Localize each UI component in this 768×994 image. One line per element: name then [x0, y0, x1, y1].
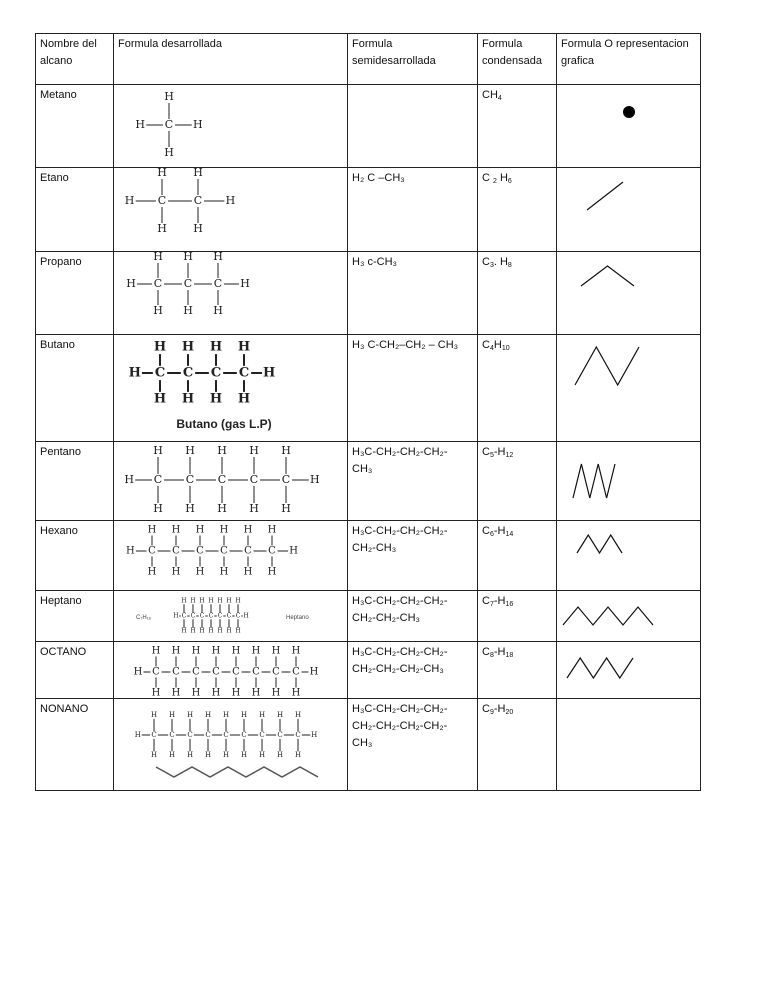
hydrogen-atom: H [124, 473, 134, 486]
alkane-row [36, 85, 701, 168]
graphic-formula-cell [557, 85, 701, 168]
condensed-formula [478, 335, 557, 442]
hydrogen-atom: H [126, 277, 136, 290]
hydrogen-atom: H [217, 444, 227, 457]
structural-formula-cell [114, 252, 348, 335]
hydrogen-atom: H [267, 524, 277, 536]
semi-formula: H₃C-CH₂-CH₂-CH₂- CH₂-CH₂-CH₃ [348, 591, 478, 642]
carbon-atom: C [241, 731, 247, 739]
carbon-atom: C [181, 612, 187, 620]
alkane-name: Heptano [36, 591, 114, 642]
zigzag-line [587, 182, 623, 210]
hydrogen-atom: H [191, 645, 201, 657]
carbon-atom: C [193, 194, 203, 207]
carbon-atom: C [190, 612, 196, 620]
carbon-atom: C [295, 731, 301, 739]
formula-part: C [482, 446, 490, 458]
hydrogen-atom: H [237, 339, 251, 355]
alkane-row [36, 642, 701, 699]
carbon-atom: C [244, 545, 252, 557]
formula-part: . H [493, 256, 508, 268]
carbon-atom: C [259, 731, 265, 739]
alkane-name: Butano [36, 335, 114, 442]
hydrogen-atom: H [185, 502, 195, 515]
carbon-atom: C [205, 731, 211, 739]
hydrogen-atom: H [208, 627, 214, 635]
hydrogen-atom: H [168, 751, 176, 759]
condensed-formula [478, 642, 557, 699]
hydrogen-atom: H [195, 524, 205, 536]
skeletal-drawing [557, 335, 700, 442]
carbon-atom: C [292, 666, 300, 678]
structural-formula [114, 442, 347, 521]
hydrogen-atom: H [208, 597, 214, 605]
skeletal-drawing [557, 252, 700, 335]
skeletal-drawing [557, 85, 700, 168]
hydrogen-atom: H [291, 687, 301, 699]
semi-formula: H₃C-CH₂-CH₂-CH₂- CH₂-CH₂-CH₂-CH₂- CH₃ [348, 699, 478, 791]
hydrogen-atom: H [153, 304, 163, 317]
carbon-atom: C [272, 666, 280, 678]
condensed-formula [478, 521, 557, 591]
carbon-atom: C [196, 545, 204, 557]
alkane-name: Propano [36, 252, 114, 335]
condensed-formula [478, 699, 557, 791]
alkane-row [36, 168, 701, 252]
header-row [36, 34, 701, 85]
carbon-atom: C [226, 612, 232, 620]
carbon-atom: C [182, 365, 194, 381]
zigzag-line [567, 658, 633, 678]
semi-formula: H₂ C –CH₃ [348, 168, 478, 252]
skeletal-drawing [557, 168, 700, 252]
subscript: 20 [505, 709, 514, 716]
hydrogen-atom: H [153, 444, 163, 457]
hydrogen-atom: H [271, 645, 281, 657]
formula-part: -H [493, 646, 506, 658]
hydrogen-atom: H [151, 687, 161, 699]
subscript: 5 [489, 452, 494, 459]
hydrogen-atom: H [209, 391, 223, 407]
subscript: 8 [507, 262, 512, 269]
hydrogen-atom: H [213, 252, 223, 263]
hydrogen-atom: H [249, 444, 259, 457]
hydrogen-atom: H [173, 612, 179, 620]
hydrogen-atom: H [291, 645, 301, 657]
condensed-formula [478, 252, 557, 335]
carbon-atom: C [249, 473, 259, 486]
hydrogen-atom: H [209, 339, 223, 355]
alkane-name: Pentano [36, 442, 114, 521]
structural-formula [114, 699, 347, 791]
semi-formula: H₃ C-CH₂–CH₂ – CH₃ [348, 335, 478, 442]
formula-part: -H [493, 525, 506, 537]
alkane-table [35, 33, 701, 791]
alkane-name: NONANO [36, 699, 114, 791]
structural-formula-cell [114, 335, 348, 442]
subscript: 12 [505, 452, 514, 459]
hydrogen-atom: H [193, 222, 203, 235]
skeletal-drawing [557, 521, 700, 591]
graphic-formula-cell [557, 335, 701, 442]
zigzag-line [573, 464, 615, 498]
hydrogen-atom: H [240, 751, 248, 759]
hydrogen-atom: H [243, 612, 249, 620]
formula-part: C [482, 339, 490, 351]
alkane-row [36, 252, 701, 335]
structural-formula [114, 335, 347, 442]
subscript: 8 [489, 652, 494, 659]
skeletal-drawing [557, 591, 700, 642]
semi-formula: H₃C-CH₂-CH₂-CH₂- CH₃ [348, 442, 478, 521]
hydrogen-atom: H [183, 304, 193, 317]
hydrogen-atom: H [289, 545, 298, 557]
hydrogen-atom: H [168, 711, 176, 719]
alkane-name: Etano [36, 168, 114, 252]
formula-part: C [482, 525, 490, 537]
hydrogen-atom: H [217, 597, 223, 605]
hydrogen-atom: H [153, 339, 167, 355]
condensed-formula [478, 591, 557, 642]
carbon-atom: C [277, 731, 283, 739]
hydrogen-atom: H [133, 666, 143, 678]
carbon-atom: C [148, 545, 156, 557]
heptano-name-label: Heptano [286, 615, 309, 621]
alkane-row [36, 591, 701, 642]
hydrogen-atom: H [150, 751, 158, 759]
hydrogen-atom: H [164, 90, 174, 103]
hydrogen-atom: H [186, 711, 194, 719]
carbon-atom: C [192, 666, 200, 678]
alkane-name: Metano [36, 85, 114, 168]
alkane-name: OCTANO [36, 642, 114, 699]
carbon-atom: C [172, 545, 180, 557]
graphic-formula-cell [557, 699, 701, 791]
nonano-skeletal-line [156, 767, 318, 777]
graphic-formula-cell [557, 521, 701, 591]
hydrogen-atom: H [311, 731, 318, 739]
carbon-atom: C [151, 731, 157, 739]
hydrogen-atom: H [294, 711, 302, 719]
structural-formula-cell [114, 591, 348, 642]
subscript: 16 [505, 601, 514, 608]
structural-formula [114, 521, 347, 591]
subscript: 18 [505, 652, 514, 659]
carbon-atom: C [152, 666, 160, 678]
formula-part: C [482, 595, 490, 607]
hydrogen-atom: H [171, 687, 181, 699]
carbon-atom: C [199, 612, 205, 620]
structural-formula-cell [114, 699, 348, 791]
semi-formula: H₃ c-CH₃ [348, 252, 478, 335]
hydrogen-atom: H [157, 168, 167, 179]
hydrogen-atom: H [157, 222, 167, 235]
carbon-atom: C [154, 365, 166, 381]
hydrogen-atom: H [217, 627, 223, 635]
graphic-formula-cell [557, 168, 701, 252]
hydrogen-atom: H [240, 277, 250, 290]
hydrogen-atom: H [191, 687, 201, 699]
hydrogen-atom: H [181, 597, 187, 605]
carbon-atom: C [238, 365, 250, 381]
hydrogen-atom: H [147, 566, 157, 578]
graphic-formula-cell [557, 591, 701, 642]
formula-part: C [482, 703, 490, 715]
hydrogen-atom: H [211, 687, 221, 699]
skeletal-drawing [557, 442, 700, 521]
hydrogen-atom: H [193, 118, 203, 131]
structural-formula [114, 642, 347, 699]
hydrogen-atom: H [240, 711, 248, 719]
subscript: 2 [493, 178, 497, 185]
hydrogen-atom: H [181, 391, 195, 407]
alkane-row [36, 335, 701, 442]
hydrogen-atom: H [147, 524, 157, 536]
hydrogen-atom: H [267, 566, 277, 578]
condensed-formula [478, 168, 557, 252]
header-condensada: Formula condensada [478, 34, 557, 85]
carbon-atom: C [210, 365, 222, 381]
carbon-atom: C [157, 194, 167, 207]
hydrogen-atom: H [135, 118, 145, 131]
header-semidesarrollada: Formula semidesarrollada [348, 34, 478, 85]
hydrogen-atom: H [237, 391, 251, 407]
carbon-atom: C [217, 473, 227, 486]
alkane-row [36, 699, 701, 791]
subscript: 3 [489, 262, 494, 269]
hydrogen-atom: H [226, 597, 232, 605]
hydrogen-atom: H [249, 502, 259, 515]
hydrogen-atom: H [211, 645, 221, 657]
hydrogen-atom: H [281, 502, 291, 515]
hydrogen-atom: H [217, 502, 227, 515]
hydrogen-atom: H [263, 365, 276, 381]
hydrogen-atom: H [186, 751, 194, 759]
hydrogen-atom: H [150, 711, 158, 719]
carbon-atom: C [213, 277, 223, 290]
hydrogen-atom: H [134, 731, 141, 739]
formula-part: C [482, 646, 490, 658]
formula-part: CH [482, 89, 498, 101]
hydrogen-atom: H [128, 365, 141, 381]
methane-dot [623, 106, 635, 118]
hydrogen-atom: H [225, 194, 236, 207]
hydrogen-atom: H [171, 645, 181, 657]
hydrogen-atom: H [222, 711, 230, 719]
hydrogen-atom: H [124, 194, 135, 207]
subscript: 9 [489, 709, 494, 716]
structural-formula [114, 591, 347, 642]
hydrogen-atom: H [226, 627, 232, 635]
hydrogen-atom: H [126, 545, 135, 557]
hydrogen-atom: H [222, 751, 230, 759]
carbon-atom: C [220, 545, 228, 557]
butano-caption: Butano (gas L.P) [176, 417, 272, 431]
carbon-atom: C [235, 612, 241, 620]
hydrogen-atom: H [171, 524, 181, 536]
subscript: 14 [505, 531, 514, 538]
hydrogen-atom: H [213, 304, 223, 317]
hydrogen-atom: H [204, 751, 212, 759]
graphic-formula-cell [557, 252, 701, 335]
carbon-atom: C [183, 277, 193, 290]
condensed-formula [478, 85, 557, 168]
hydrogen-atom: H [235, 597, 241, 605]
hydrogen-atom: H [258, 751, 266, 759]
subscript: 4 [497, 95, 502, 102]
hydrogen-atom: H [153, 502, 163, 515]
zigzag-line [581, 266, 634, 286]
semi-formula: H₃C-CH₂-CH₂-CH₂- CH₂-CH₃ [348, 521, 478, 591]
carbon-atom: C [212, 666, 220, 678]
graphic-formula-cell [557, 442, 701, 521]
formula-part: C [482, 256, 490, 268]
carbon-atom: C [153, 473, 163, 486]
hydrogen-atom: H [276, 711, 284, 719]
carbon-atom: C [164, 118, 174, 131]
subscript: 7 [489, 601, 494, 608]
hydrogen-atom: H [271, 687, 281, 699]
hydrogen-atom: H [231, 645, 241, 657]
formula-part: H [493, 339, 502, 351]
hydrogen-atom: H [310, 473, 320, 486]
header-grafica: Formula O representacion grafica [557, 34, 701, 85]
carbon-atom: C [169, 731, 175, 739]
hydrogen-atom: H [153, 391, 167, 407]
hydrogen-atom: H [199, 597, 205, 605]
hydrogen-atom: H [153, 252, 163, 263]
hydrogen-atom: H [164, 146, 174, 159]
formula-part: -H [493, 595, 506, 607]
carbon-atom: C [223, 731, 229, 739]
structural-formula-cell [114, 642, 348, 699]
hydrogen-atom: H [204, 711, 212, 719]
hydrogen-atom: H [243, 566, 253, 578]
zigzag-line [577, 535, 622, 553]
alkane-row [36, 442, 701, 521]
hydrogen-atom: H [258, 711, 266, 719]
formula-part: H [496, 172, 508, 184]
subscript: 10 [501, 345, 510, 352]
hydrogen-atom: H [251, 687, 261, 699]
hydrogen-atom: H [281, 444, 291, 457]
hydrogen-atom: H [190, 597, 196, 605]
carbon-atom: C [281, 473, 291, 486]
skeletal-drawing [557, 699, 700, 791]
graphic-formula-cell [557, 642, 701, 699]
header-desarrollada: Formula desarrollada [114, 34, 348, 85]
zigzag-line [563, 607, 653, 625]
hydrogen-atom: H [235, 627, 241, 635]
hydrogen-atom: H [151, 645, 161, 657]
carbon-atom: C [252, 666, 260, 678]
hydrogen-atom: H [185, 444, 195, 457]
heptano-formula-label: C₇H₁₆ [136, 615, 152, 621]
carbon-atom: C [185, 473, 195, 486]
hydrogen-atom: H [276, 751, 284, 759]
carbon-atom: C [232, 666, 240, 678]
carbon-atom: C [153, 277, 163, 290]
zigzag-line [575, 347, 639, 385]
formula-part: C [482, 172, 493, 184]
carbon-atom: C [172, 666, 180, 678]
structural-formula-cell [114, 168, 348, 252]
formula-part: -H [493, 446, 506, 458]
alkane-name: Hexano [36, 521, 114, 591]
formula-part: -H [493, 703, 506, 715]
hydrogen-atom: H [195, 566, 205, 578]
hydrogen-atom: H [219, 524, 229, 536]
subscript: 6 [507, 178, 512, 185]
header-nombre: Nombre del alcano [36, 34, 114, 85]
subscript: 4 [489, 345, 494, 352]
hydrogen-atom: H [183, 252, 193, 263]
hydrogen-atom: H [181, 339, 195, 355]
structural-formula [114, 85, 347, 168]
carbon-atom: C [268, 545, 276, 557]
condensed-formula [478, 442, 557, 521]
carbon-atom: C [187, 731, 193, 739]
semi-formula [348, 85, 478, 168]
hydrogen-atom: H [251, 645, 261, 657]
hydrogen-atom: H [190, 627, 196, 635]
hydrogen-atom: H [243, 524, 253, 536]
structural-formula-cell [114, 521, 348, 591]
hydrogen-atom: H [181, 627, 187, 635]
hydrogen-atom: H [294, 751, 302, 759]
subscript: 6 [489, 531, 494, 538]
hydrogen-atom: H [219, 566, 229, 578]
carbon-atom: C [217, 612, 223, 620]
hydrogen-atom: H [199, 627, 205, 635]
hydrogen-atom: H [171, 566, 181, 578]
hydrogen-atom: H [231, 687, 241, 699]
carbon-atom: C [208, 612, 214, 620]
skeletal-drawing [557, 642, 700, 699]
semi-formula: H₃C-CH₂-CH₂-CH₂- CH₂-CH₂-CH₂-CH₃ [348, 642, 478, 699]
hydrogen-atom: H [309, 666, 319, 678]
structural-formula-cell [114, 442, 348, 521]
hydrogen-atom: H [193, 168, 203, 179]
alkane-row [36, 521, 701, 591]
structural-formula [114, 252, 347, 335]
structural-formula-cell [114, 85, 348, 168]
structural-formula [114, 168, 347, 252]
